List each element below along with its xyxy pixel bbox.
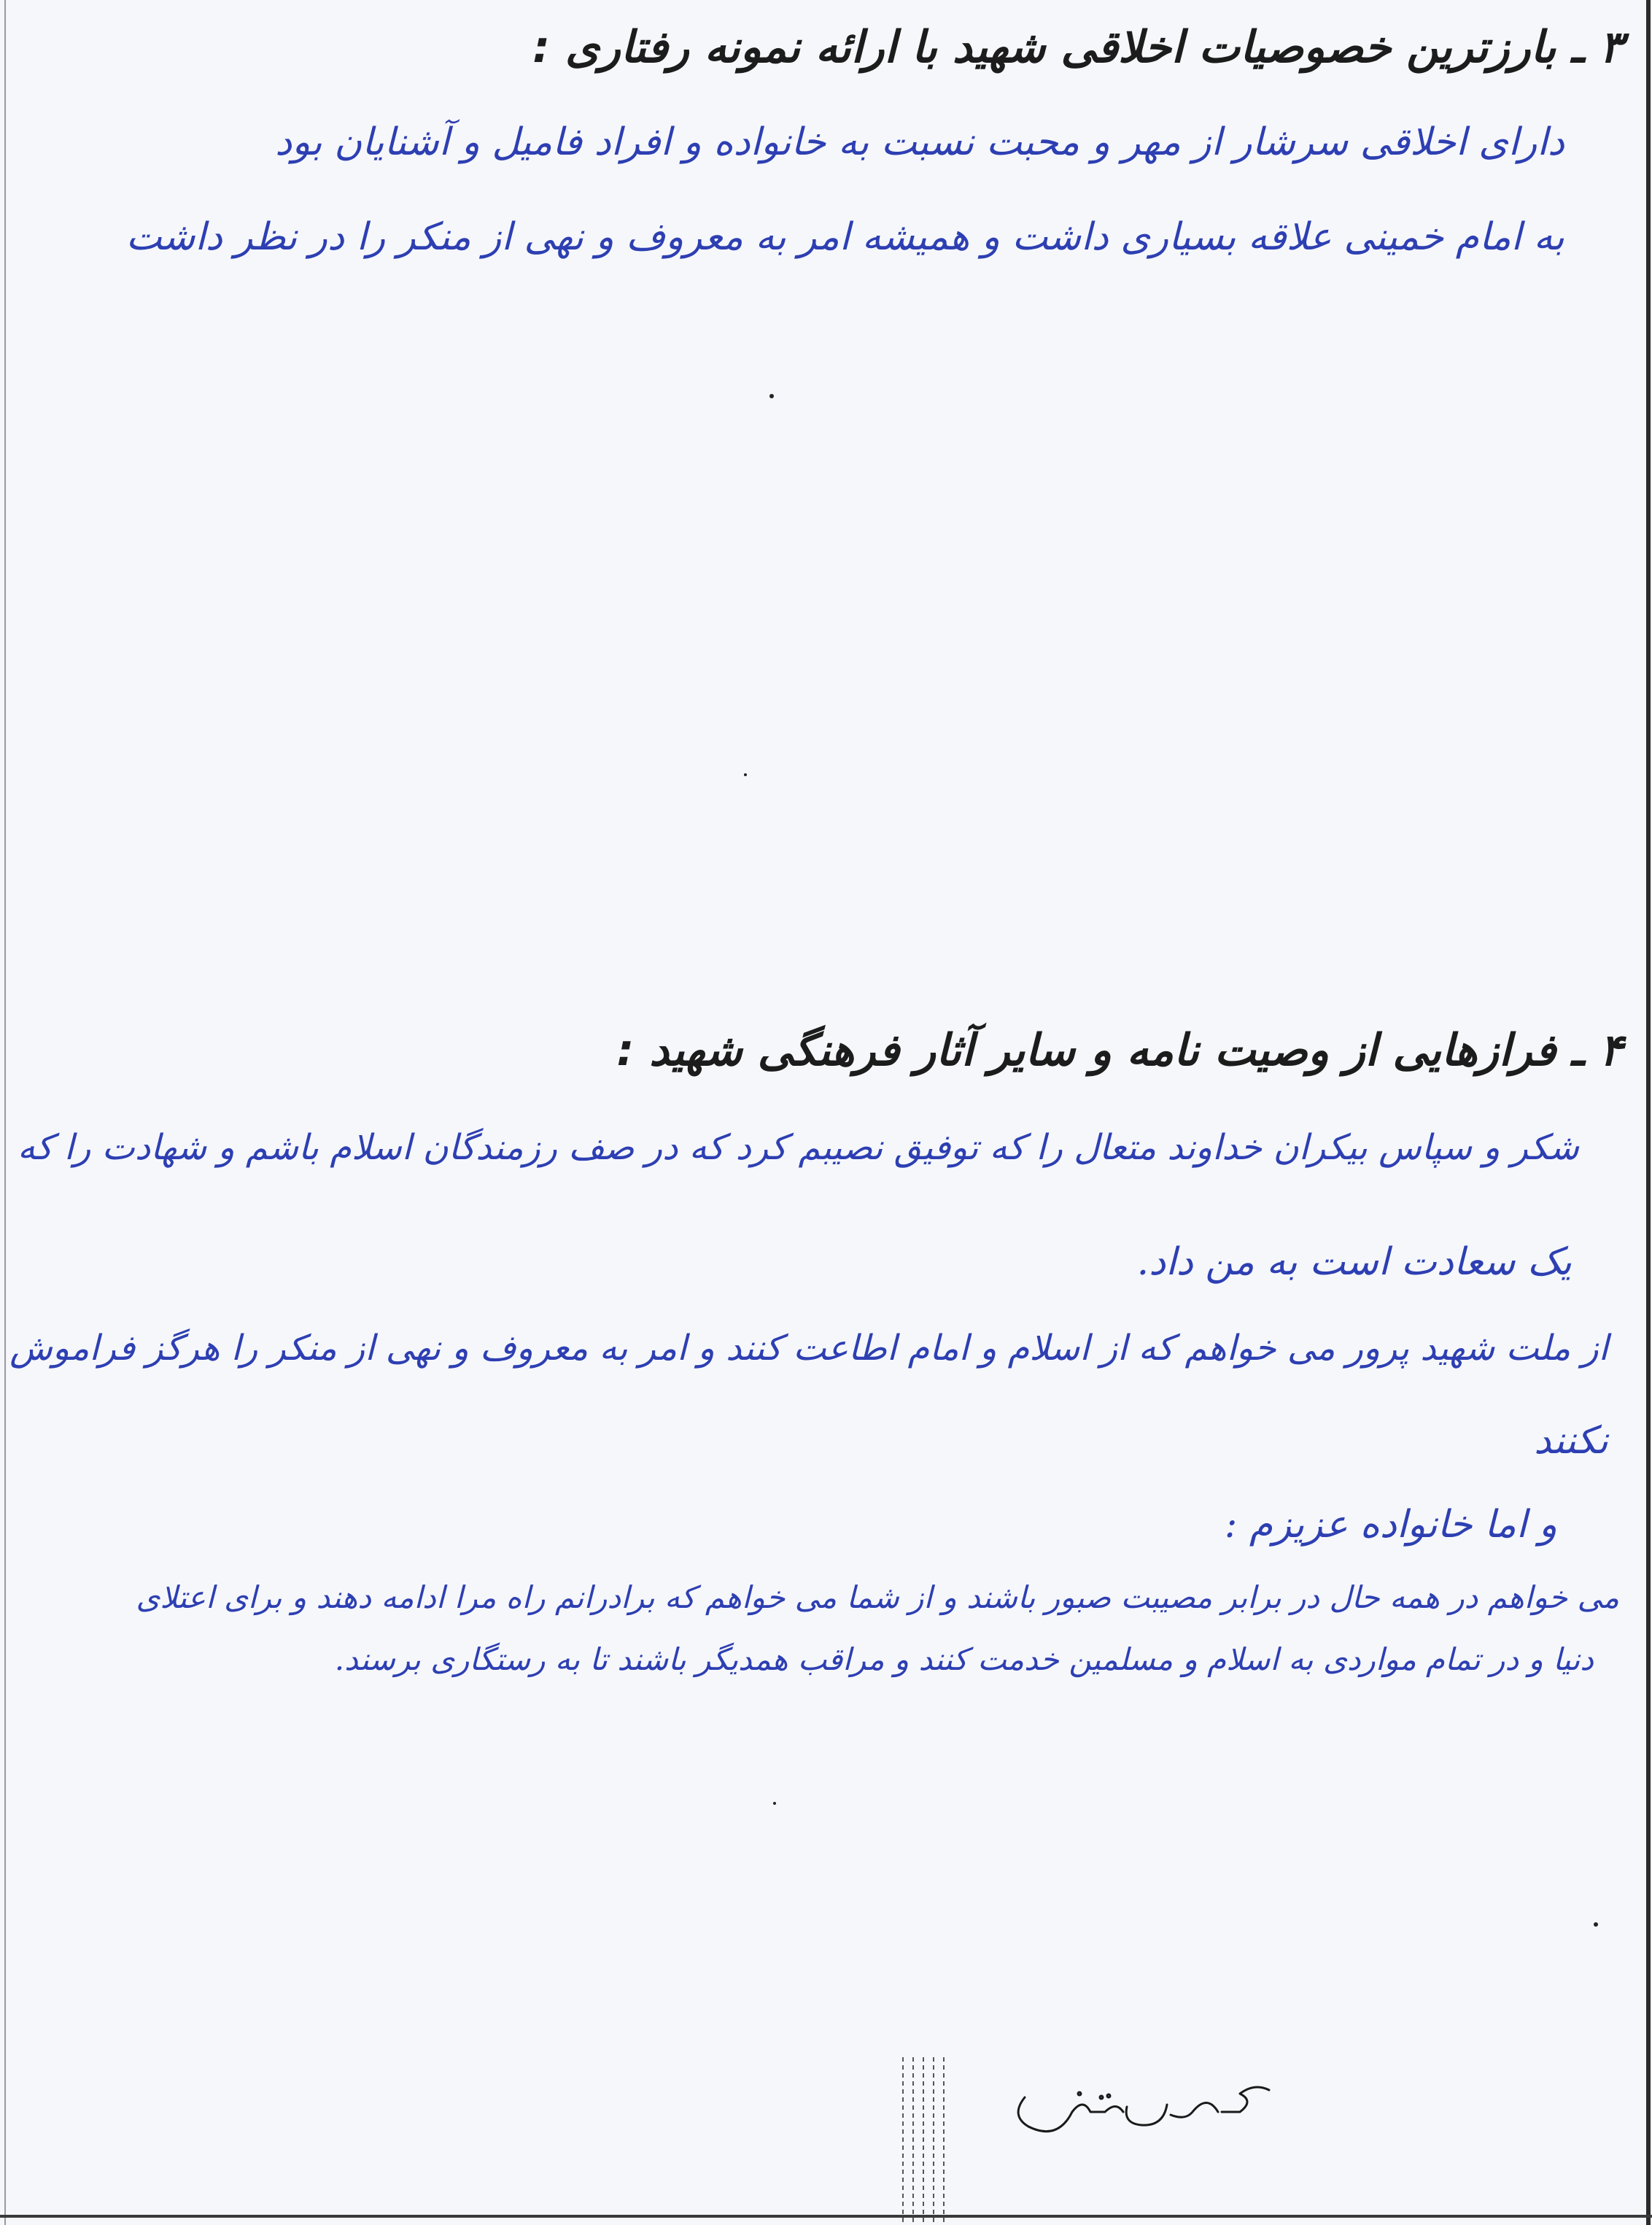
- section-4-line-5: و اما خانواده عزیزم :: [1224, 1503, 1557, 1547]
- section-4-line-4: نکنند: [1534, 1419, 1608, 1463]
- section-4-heading: ۴ ـ فرازهایی از وصیت نامه و سایر آثار فرهنگی شهید :: [616, 1025, 1623, 1076]
- section-3-line-1: دارای اخلاقی سرشار از مهر و محبت نسبت به خانواده و افراد فامیل و آشنایان بود: [275, 120, 1564, 164]
- page-edge-left: [4, 0, 6, 2225]
- section-4-line-3: از ملت شهید پرور می خواهم که از اسلام و امام اطاعت کنند و امر به معروف و نهی از منکر را هرگز فراموش: [9, 1328, 1608, 1369]
- signature: [977, 2061, 1298, 2148]
- scan-speck: [744, 773, 747, 776]
- section-3-heading: ۳ ـ بارزترین خصوصیات اخلاقی شهید با ارائه نمونه رفتاری :: [532, 22, 1623, 73]
- section-4-line-7: دنیا و در تمام مواردی به اسلام و مسلمین خدمت کنند و مراقب همدیگر باشند تا به رستگاری برسند.: [334, 1641, 1594, 1677]
- section-4-line-6: می خواهم در همه حال در برابر مصیبت صبور باشند و از شما می خواهم که برادرانم راه مرا ادامه دهند و برای اعتلای: [136, 1579, 1619, 1615]
- stamp-marks: [897, 2057, 955, 2225]
- scan-speck: [769, 394, 774, 398]
- page-edge-right: [1646, 0, 1651, 2225]
- section-3-line-2: به امام خمینی علاقه بسیاری داشت و همیشه امر به معروف و نهی از منکر را در نظر داشت: [125, 215, 1564, 259]
- section-4-line-1: شکر و سپاس بیکران خداوند متعال را که توفیق نصیبم کرد که در صف رزمندگان اسلام باشم و شهادت را که: [18, 1127, 1579, 1168]
- scan-speck: [1594, 1922, 1598, 1927]
- scan-speck: [773, 1802, 776, 1805]
- section-4-line-2: یک سعادت است به من داد.: [1136, 1240, 1572, 1284]
- page-edge-bottom: [0, 2215, 1652, 2218]
